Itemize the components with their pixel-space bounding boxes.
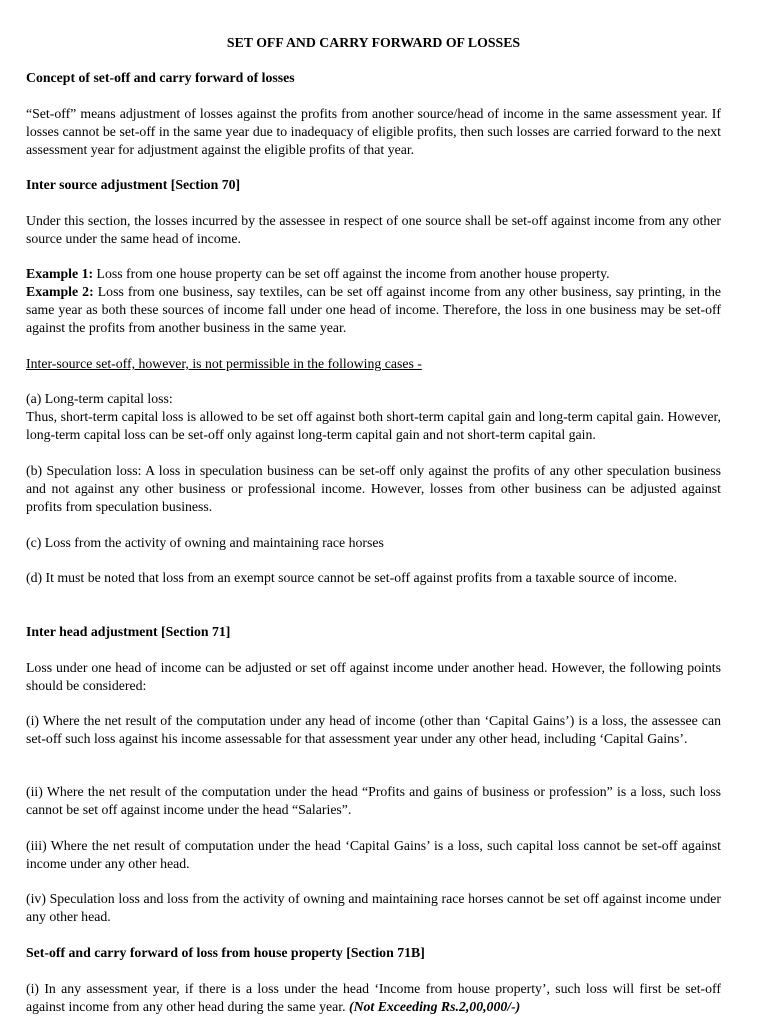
section-71b-limit-note: (Not Exceeding Rs.2,00,000/-)	[348, 998, 521, 1014]
example-2-text: Loss from one business, say textiles, can be set off against income from any other business, say printing, in the same year as both these sources of income fall under one head of income. Therefore, the loss in one business may be set-off against the profits from another business in the same year.	[26, 284, 721, 335]
case-a-title: (a) Long-term capital loss:	[26, 391, 173, 406]
example-2-label: Example 2:	[26, 284, 94, 299]
case-b: (b) Speculation loss: A loss in speculation business can be set-off only against the profits of any other speculation business and not against any other business or professional income. However, losses from other business can be adjusted against profits from speculation business.	[26, 463, 721, 514]
case-d: (d) It must be noted that loss from an exempt source cannot be set-off against profits from a taxable source of income.	[26, 570, 678, 585]
case-c: (c) Loss from the activity of owning and maintaining race horses	[26, 535, 384, 550]
section-71b-point-i	[26, 980, 721, 1016]
section-71b-point-i-text: (i) In any assessment year, if there is a loss under the head ‘Income from house property’, such loss will first be set-off against income from any other head during the same year.	[26, 981, 721, 1014]
page-title: SET OFF AND CARRY FORWARD OF LOSSES	[226, 35, 521, 50]
concept-heading: Concept of set-off and carry forward of losses	[26, 70, 295, 85]
section-71-heading: Inter head adjustment [Section 71]	[26, 624, 231, 639]
section-71-point-iii: (iii) Where the net result of computation under the head ‘Capital Gains’ is a loss, such capital loss cannot be set-off against income under any other head.	[26, 838, 721, 871]
exceptions-heading-text: Inter-source set-off, however, is not permissible in the following cases -	[26, 356, 422, 371]
section-71-point-iv: (iv) Speculation loss and loss from the activity of owning and maintaining race horses cannot be set off against income under any other head.	[26, 891, 721, 924]
example-1-label: Example 1:	[26, 266, 94, 281]
case-a-text: Thus, short-term capital loss is allowed to be set off against both short-term capital gain and long-term capital gain. However, long-term capital loss can be set-off only against long-term capital gain and not short-term capital gain.	[26, 409, 721, 442]
exceptions-heading	[26, 355, 721, 373]
section-71b-heading: Set-off and carry forward of loss from house property [Section 71B]	[26, 945, 425, 960]
example-1	[26, 265, 721, 283]
concept-paragraph: “Set-off” means adjustment of losses against the profits from another source/head of income in the same assessment year. If losses cannot be set-off in the same year due to inadequacy of eligible profits, then such losses are carried forward to the next assessment year for adjustment against the eligible profits of that year.	[26, 106, 721, 157]
example-1-text: Loss from one house property can be set off against the income from another house property.	[93, 266, 610, 281]
section-70-paragraph: Under this section, the losses incurred by the assessee in respect of one source shall be set-off against income from any other source under the same head of income.	[26, 213, 721, 246]
section-71-intro: Loss under one head of income can be adjusted or set off against income under another head. However, the following points should be considered:	[26, 660, 721, 693]
section-71-point-i: (i) Where the net result of the computation under any head of income (other than ‘Capital Gains’) is a loss, the assessee can set-off such loss against his income assessable for that assessment year under any other head, including ‘Capital Gains’.	[26, 713, 721, 746]
example-2	[26, 283, 721, 336]
section-71-point-ii: (ii) Where the net result of the computation under the head “Profits and gains of business or profession” is a loss, such loss cannot be set off against income under the head “Salaries”.	[26, 784, 721, 817]
section-70-heading: Inter source adjustment [Section 70]	[26, 177, 241, 192]
